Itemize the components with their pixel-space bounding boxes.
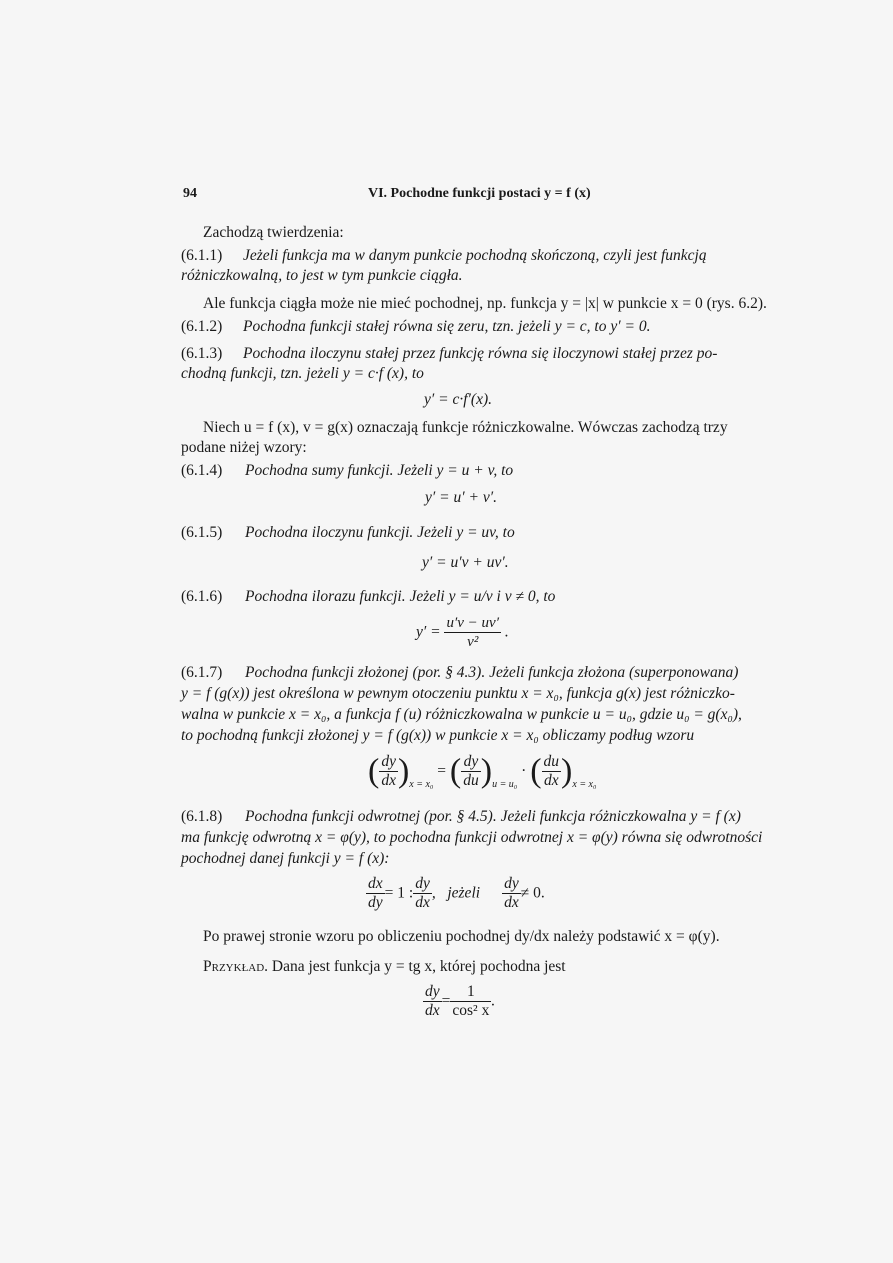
theorem-6-1-8-line1: Pochodna funkcji odwrotnej (por. § 4.5). Jeżeli funkcja różniczkowalna y = f (x) <box>245 808 741 825</box>
theorem-6-1-7-line2: y = f (g(x)) jest określona w pewnym otoczeniu punktu x = x₀, funkcja g(x) jest różniczko- <box>181 685 735 702</box>
paren-open: ( <box>530 752 542 790</box>
inv-c-num: dy <box>504 875 519 892</box>
ex-right-den: cos² x <box>452 1002 490 1019</box>
chain-f2-den: du <box>463 772 479 789</box>
formula-6-1-5: y′ = u′v + uv′. <box>422 554 509 571</box>
chain-f1-sub: x = x₀ <box>409 779 434 791</box>
formula-6-1-4: y′ = u′ + v′. <box>425 489 497 506</box>
paren-close: ) <box>480 752 493 790</box>
inv-c-den: dx <box>504 894 519 911</box>
paren-close: ) <box>561 752 573 790</box>
theorem-6-1-6-number: (6.1.6) <box>181 588 223 605</box>
chain-f2-sub: u = u₀ <box>492 779 518 791</box>
theorem-6-1-8-line2: ma funkcję odwrotną x = φ(y), to pochodna funkcji odwrotnej x = φ(y) równa się odwrotności <box>181 829 763 846</box>
inv-b-num: dy <box>415 875 430 892</box>
chain-f2-num: dy <box>461 753 481 772</box>
quotient-numerator: u′v − uv′ <box>446 615 499 631</box>
quotient-denominator: v² <box>467 634 479 650</box>
example-fraction-right <box>450 983 491 1020</box>
quotient-period: . <box>504 623 509 641</box>
chain-f3-sub: x = x₀ <box>572 779 597 791</box>
theorem-6-1-1-line2: różniczkowalną, to jest w tym punkcie ciągła. <box>181 267 463 284</box>
chain-fraction-1 <box>379 753 398 790</box>
chain-f1-den: dx <box>381 772 396 789</box>
paren-open: ( <box>368 752 380 790</box>
inv-a-den: dy <box>368 894 383 911</box>
ex-left-num: dy <box>425 983 440 1000</box>
formula-6-1-6 <box>416 614 509 651</box>
inverse-fraction-1 <box>366 875 385 912</box>
example-label: Przykład. <box>203 958 269 975</box>
formula-6-1-3: y′ = c·f′(x). <box>424 391 493 408</box>
inv-a-num: dx <box>368 875 383 892</box>
ex-left-den: dx <box>425 1002 440 1019</box>
inv-jezeli: , jeżeli <box>431 884 481 902</box>
theorem-6-1-5-text: Pochodna iloczynu funkcji. Jeżeli y = uv, to <box>245 524 515 541</box>
example-paragraph <box>203 957 566 977</box>
remark-text: Ale funkcja ciągła może nie mieć pochodnej, np. funkcja y = |x| w punkcie x = 0 (rys. 6.2). <box>203 295 767 312</box>
theorem-6-1-2-number: (6.1.2) <box>181 318 223 335</box>
equals-sign: = <box>437 762 447 780</box>
inverse-fraction-3 <box>502 875 521 912</box>
niech-line2: podane niżej wzory: <box>181 439 307 456</box>
ex-period: . <box>491 992 496 1010</box>
niech-line1: Niech u = f (x), v = g(x) oznaczają funkcje różniczkowalne. Wówczas zachodzą trzy <box>203 419 728 436</box>
intro-text: Zachodzą twierdzenia: <box>203 224 344 241</box>
quotient-lhs: y′ = <box>416 623 441 641</box>
theorem-6-1-8-number: (6.1.8) <box>181 808 223 825</box>
paren-close: ) <box>397 752 410 790</box>
chain-f3-num: du <box>543 753 560 770</box>
ex-right-num: 1 <box>450 983 491 1002</box>
inv-tail: ≠ 0. <box>520 884 545 902</box>
quotient-fraction <box>444 614 501 651</box>
inv-mid: = 1 : <box>384 884 414 902</box>
theorem-6-1-7-line3: walna w punkcie x = x₀, a funkcja f (u) różniczkowalna w punkcie u = u₀, gdzie u₀ = g(x₀), <box>181 706 742 723</box>
chain-fraction-2 <box>461 753 481 790</box>
theorem-6-1-3-line2: chodną funkcji, tzn. jeżeli y = c·f (x), to <box>181 365 424 382</box>
theorem-6-1-5-number: (6.1.5) <box>181 524 223 541</box>
page-number: 94 <box>183 186 197 201</box>
inverse-fraction-2 <box>413 875 432 912</box>
substitution-note: Po prawej stronie wzoru po obliczeniu pochodnej dy/dx należy podstawić x = φ(y). <box>203 928 720 945</box>
chain-rule-formula <box>368 753 596 813</box>
example-text: Dana jest funkcja y = tg x, której pochodna jest <box>271 958 566 975</box>
inverse-derivative-formula <box>366 875 545 921</box>
chain-f1-num: dy <box>381 753 396 770</box>
theorem-6-1-3-line1: Pochodna iloczynu stałej przez funkcję równa się iloczynowi stałej przez po- <box>243 345 718 362</box>
running-header: VI. Pochodne funkcji postaci y = f (x) <box>368 186 591 201</box>
inv-b-den: dx <box>415 894 430 911</box>
theorem-6-1-1-number: (6.1.1) <box>181 247 223 264</box>
theorem-6-1-4-number: (6.1.4) <box>181 462 223 479</box>
theorem-6-1-3-number: (6.1.3) <box>181 345 223 362</box>
theorem-6-1-2-text: Pochodna funkcji stałej równa się zeru, tzn. jeżeli y = c, to y′ = 0. <box>243 318 651 335</box>
theorem-6-1-6-text: Pochodna ilorazu funkcji. Jeżeli y = u/v i v ≠ 0, to <box>245 588 556 605</box>
theorem-6-1-7-line4: to pochodną funkcji złożonej y = f (g(x)) w punkcie x = x₀ obliczamy podług wzoru <box>181 727 695 744</box>
example-formula <box>423 983 495 1029</box>
dot-operator: · <box>521 762 527 780</box>
example-fraction-left <box>423 983 442 1020</box>
ex-equals: = <box>441 992 451 1010</box>
theorem-6-1-4-text: Pochodna sumy funkcji. Jeżeli y = u + v, to <box>245 462 514 479</box>
theorem-6-1-8-line3: pochodnej danej funkcji y = f (x): <box>181 850 390 867</box>
theorem-6-1-7-line1: Pochodna funkcji złożonej (por. § 4.3). Jeżeli funkcja złożona (superponowana) <box>245 664 739 681</box>
paren-open: ( <box>449 752 462 790</box>
chain-f3-den: dx <box>543 772 559 789</box>
chain-fraction-3 <box>542 753 562 790</box>
theorem-6-1-1-line1: Jeżeli funkcja ma w danym punkcie pochodną skończoną, czyli jest funkcją <box>243 247 707 264</box>
theorem-6-1-7-number: (6.1.7) <box>181 664 223 681</box>
